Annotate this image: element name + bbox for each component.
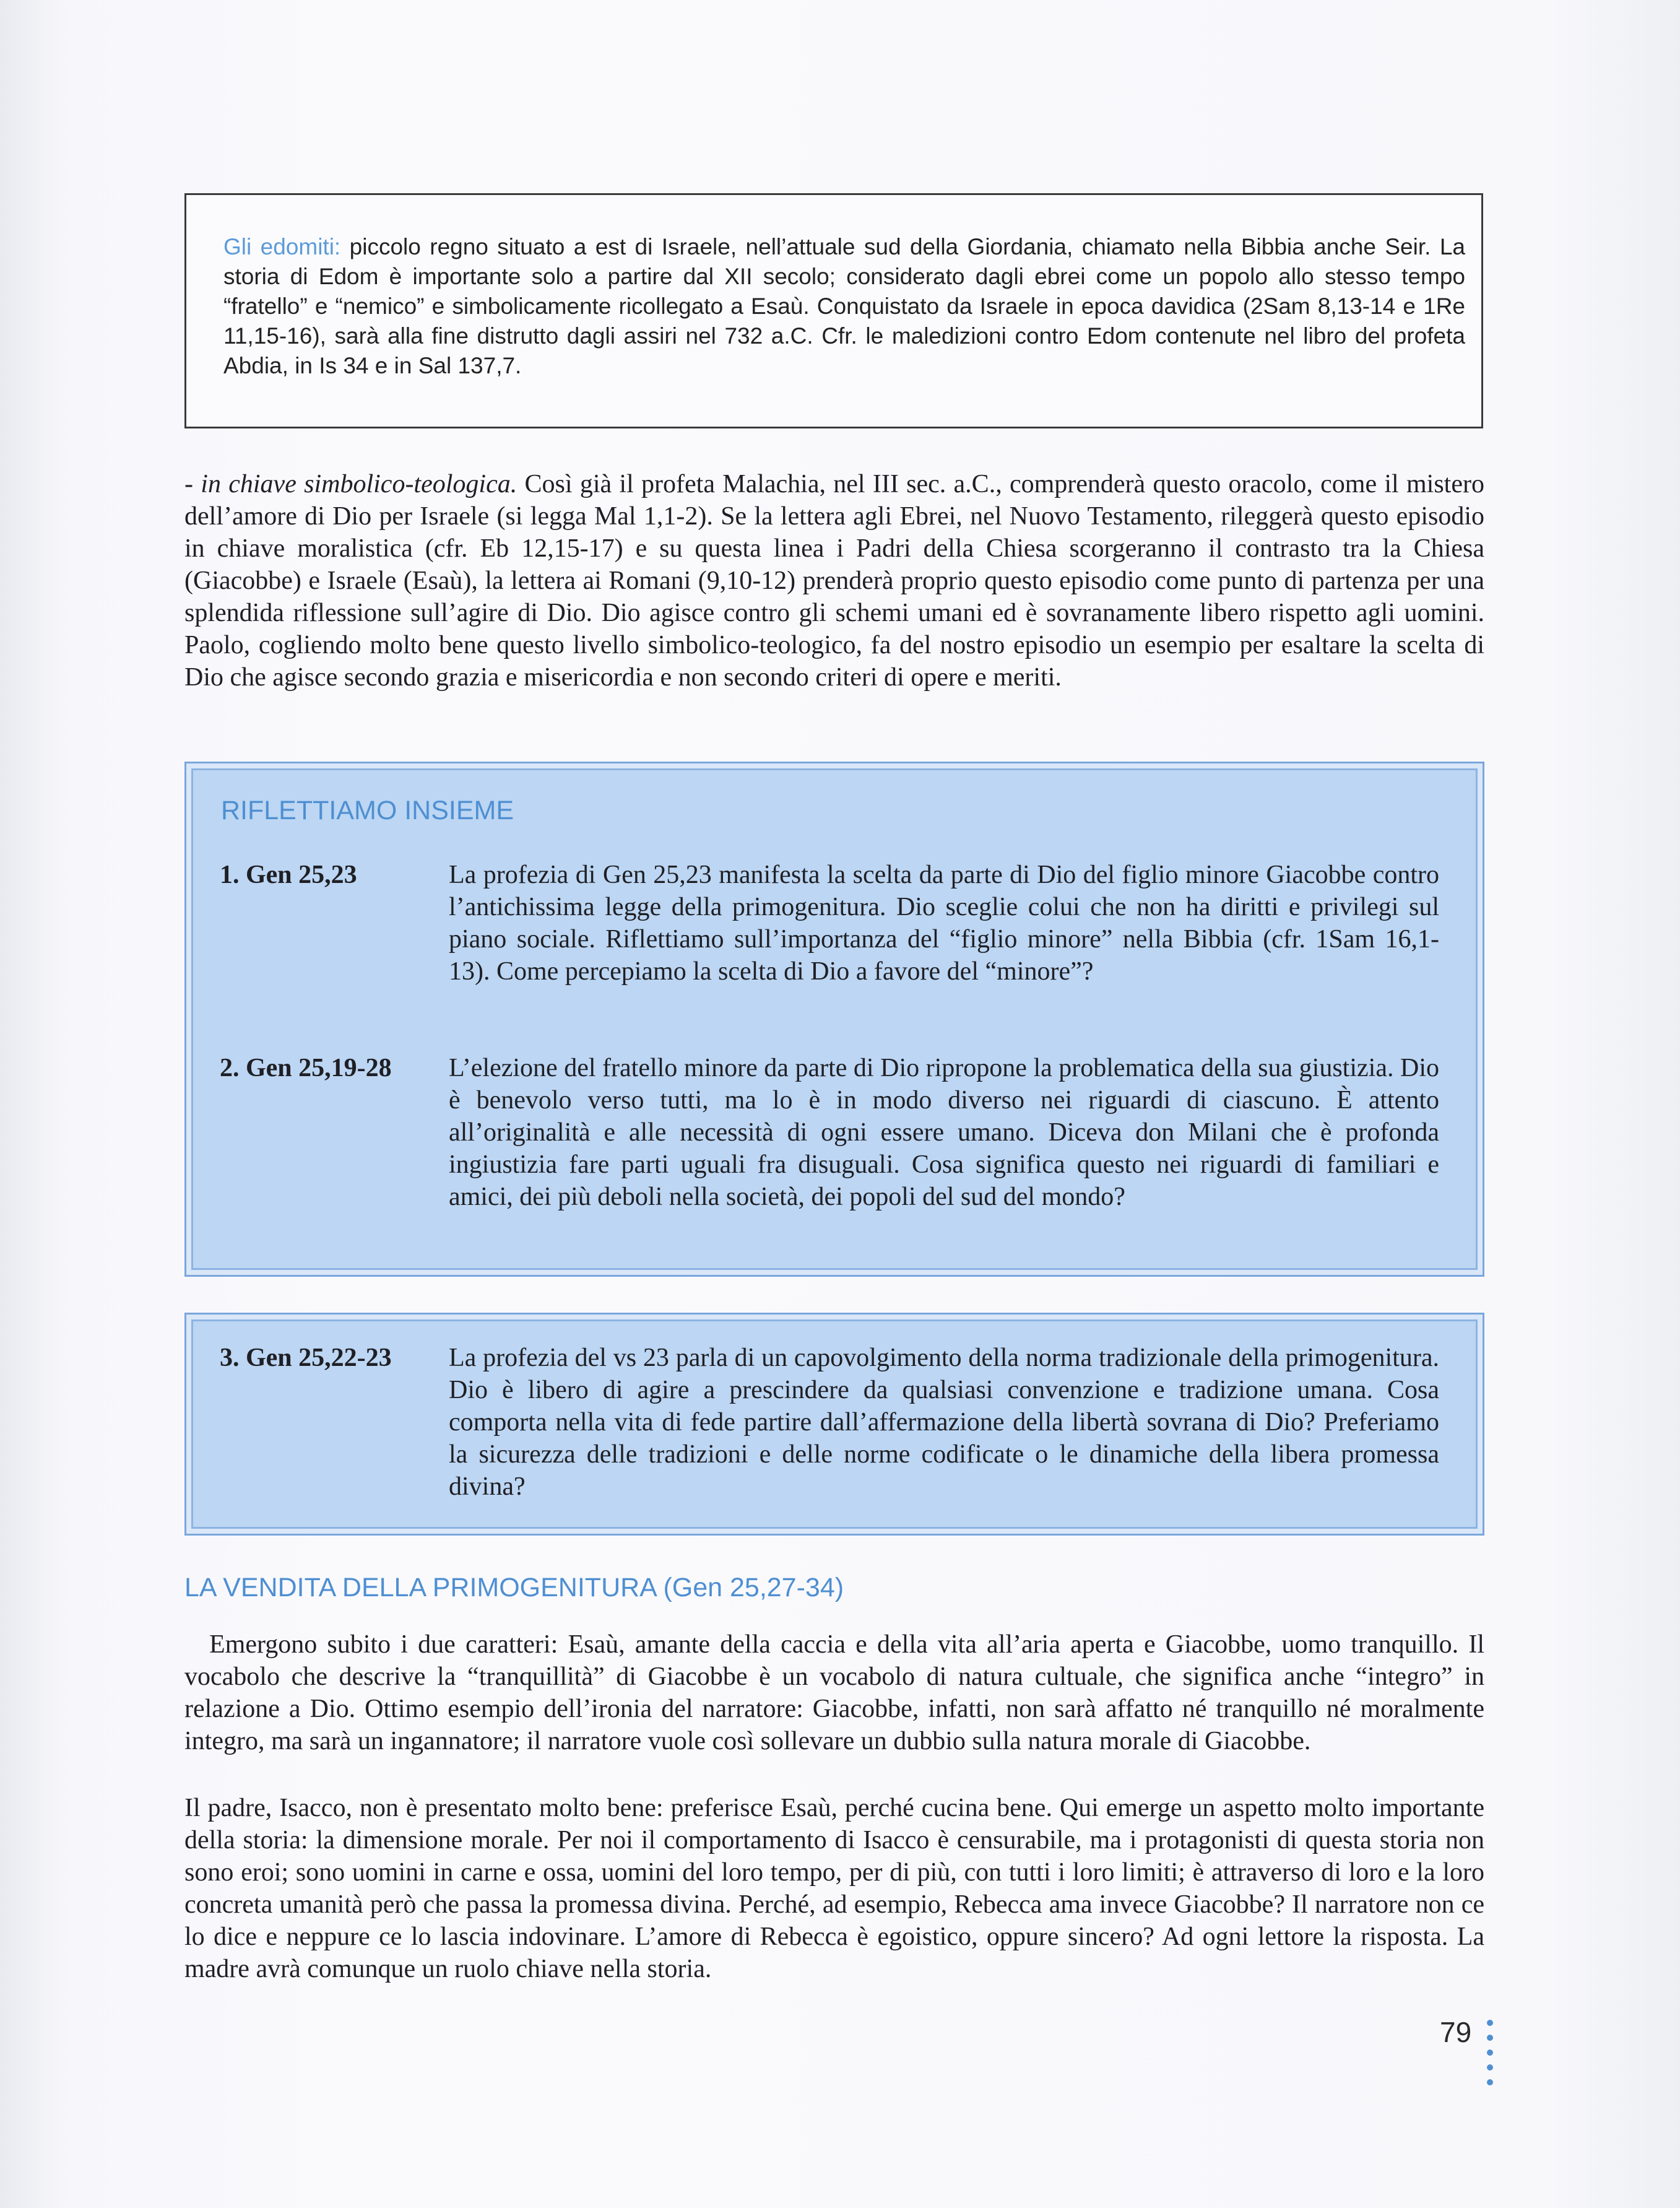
section-heading-title: LA VENDITA DELLA PRIMOGENITURA bbox=[184, 1573, 656, 1602]
reflection-item-text: La profezia del vs 23 parla di un capovolgimento della norma tradizionale della primogenitura. Dio è libero di agire a prescindere da qualsiasi convenzione e tradizione umana. Cosa comporta nella vita di fede partire dall’affermazione della libertà sovrana di Dio? Preferiamo la sicurezza delle tradizioni e delle norme codificate o le dinamiche della libera promessa divina? bbox=[449, 1344, 1439, 1501]
paragraph-symbolic-theological bbox=[184, 468, 1484, 693]
section-heading bbox=[184, 1573, 844, 1603]
page-number: 79 bbox=[1440, 2016, 1472, 2048]
reflection-item-ref: Gen 25,19-28 bbox=[246, 1054, 392, 1082]
reflection-item-ref: Gen 25,22-23 bbox=[246, 1344, 392, 1372]
reflection-item-number: 3. bbox=[220, 1344, 240, 1372]
reflection-item-number: 1. bbox=[220, 861, 240, 889]
reflection-title: RIFLETTIAMO INSIEME bbox=[221, 796, 514, 825]
reflection-item-number: 2. bbox=[220, 1054, 240, 1082]
reflection-item-text: L’elezione del fratello minore da parte di Dio ripropone la problematica della sua giustizia. Dio è benevolo verso tutti, ma lo è in modo diverso nei riguardi di ciascuno. È attento all’originalità e alle necessità di ogni essere umano. Diceva don Milani che è profonda ingiustizia fare parti uguali fra disuguali. Cosa significa questo nei riguardi di familiari e amici, dei più deboli nella società, dei popoli del sud del mondo? bbox=[449, 1054, 1439, 1211]
glossary-text: piccolo regno situato a est di Israele, nell’attuale sud della Giordania, chiamato nella Bibbia anche Seir. La storia di Edom è importante solo a partire dal XII secolo; considerato dagli ebrei come un popolo allo stesso tempo “fratello” e “nemico” e simbolicamente ricollegato a Esaù. Conquistato da Israele in epoca davidica (2Sam 8,13-14 e 1Re 11,15-16), sarà alla fine distrutto dagli assiri nel 732 a.C. Cfr. le maledizioni contro Edom contenute nel libro del profeta Abdia, in Is 34 e in Sal 137,7. bbox=[223, 234, 1466, 378]
reflection-item-ref: Gen 25,23 bbox=[246, 861, 357, 889]
section-heading-ref: (Gen 25,27-34) bbox=[663, 1573, 844, 1602]
paragraph-italic-lead: in chiave simbolico-teologica. bbox=[201, 470, 517, 498]
paragraph-characters: Emergono subito i due caratteri: Esaù, amante della caccia e della vita all’aria aperta e Giacobbe, uomo tranquillo. Il vocabolo che descrive la “tranquillità” di Giacobbe è un vocabolo di natura cultuale, che significa anche “integro” in relazione a Dio. Ottimo esempio dell’ironia del narratore: Giacobbe, infatti, non sarà affatto né tranquillo né moralmente integro, ma sarà un ingannatore; il narratore vuole così sollevare un dubbio sulla natura morale di Giacobbe. bbox=[184, 1630, 1484, 1755]
reflection-item-1 bbox=[220, 859, 1439, 988]
reflection-item-label bbox=[220, 1342, 449, 1503]
page-dots-ornament bbox=[1487, 2020, 1494, 2094]
glossary-box bbox=[184, 193, 1483, 428]
reflection-item-text: La profezia di Gen 25,23 manifesta la scelta da parte di Dio del figlio minore Giacobbe contro l’antichissima legge della primogenitura. Dio sceglie colui che non ha diritti e privilegi sul piano sociale. Riflettiamo sull’importanza del “figlio minore” nella Bibbia (cfr. 1Sam 16,1-13). Come percepiamo la scelta di Dio a favore del “minore”? bbox=[449, 861, 1439, 986]
reflection-item-2 bbox=[220, 1052, 1439, 1213]
paragraph-text: Così già il profeta Malachia, nel III sec. a.C., comprenderà questo oracolo, come il mistero dell’amore di Dio per Israele (si legga Mal 1,1-2). Se la lettera agli Ebrei, nel Nuovo Testamento, rileggerà questo episodio in chiave moralistica (cfr. Eb 12,15-17) e su questa linea i Padri della Chiesa scorgeranno il contrasto tra la Chiesa (Giacobbe) e Israele (Esaù), la lettera ai Romani (9,10-12) prenderà proprio questo episodio come punto di partenza per una splendida riflessione sull’agire di Dio. Dio agisce contro gli schemi umani ed è sovranamente libero rispetto agli uomini. Paolo, cogliendo molto bene questo livello simbolico-teologico, fa del nostro episodio un esempio per esaltare la scelta di Dio che agisce secondo grazia e misericordia e non secondo criteri di opere e meriti. bbox=[184, 470, 1484, 692]
glossary-paragraph bbox=[223, 232, 1465, 381]
reflection-item-label bbox=[220, 1052, 449, 1213]
reflection-item-label bbox=[220, 859, 449, 988]
glossary-term: Gli edomiti: bbox=[223, 234, 341, 259]
paragraph-prefix: - bbox=[184, 470, 201, 498]
paragraph-isaac: Il padre, Isacco, non è presentato molto bene: preferisce Esaù, perché cucina bene. Qui emerge un aspetto molto importante della storia: la dimensione morale. Per noi il comportamento di Isacco è censurabile, ma i protagonisti di questa storia non sono eroi; sono uomini in carne e ossa, uomini del loro tempo, per di più, con tutti i loro limiti; è attraverso di loro e la loro concreta umanità però che passa la promessa divina. Perché, ad esempio, Rebecca ama invece Giacobbe? Il narratore non ce lo dice e neppure ce lo lascia indovinare. L’amore di Rebecca è egoistico, oppure sincero? Ad ogni lettore la risposta. La madre avrà comunque un ruolo chiave nella storia. bbox=[184, 1794, 1484, 1983]
reflection-box bbox=[184, 762, 1484, 1277]
reflection-box-continued bbox=[184, 1313, 1484, 1536]
reflection-item-3 bbox=[220, 1342, 1439, 1503]
